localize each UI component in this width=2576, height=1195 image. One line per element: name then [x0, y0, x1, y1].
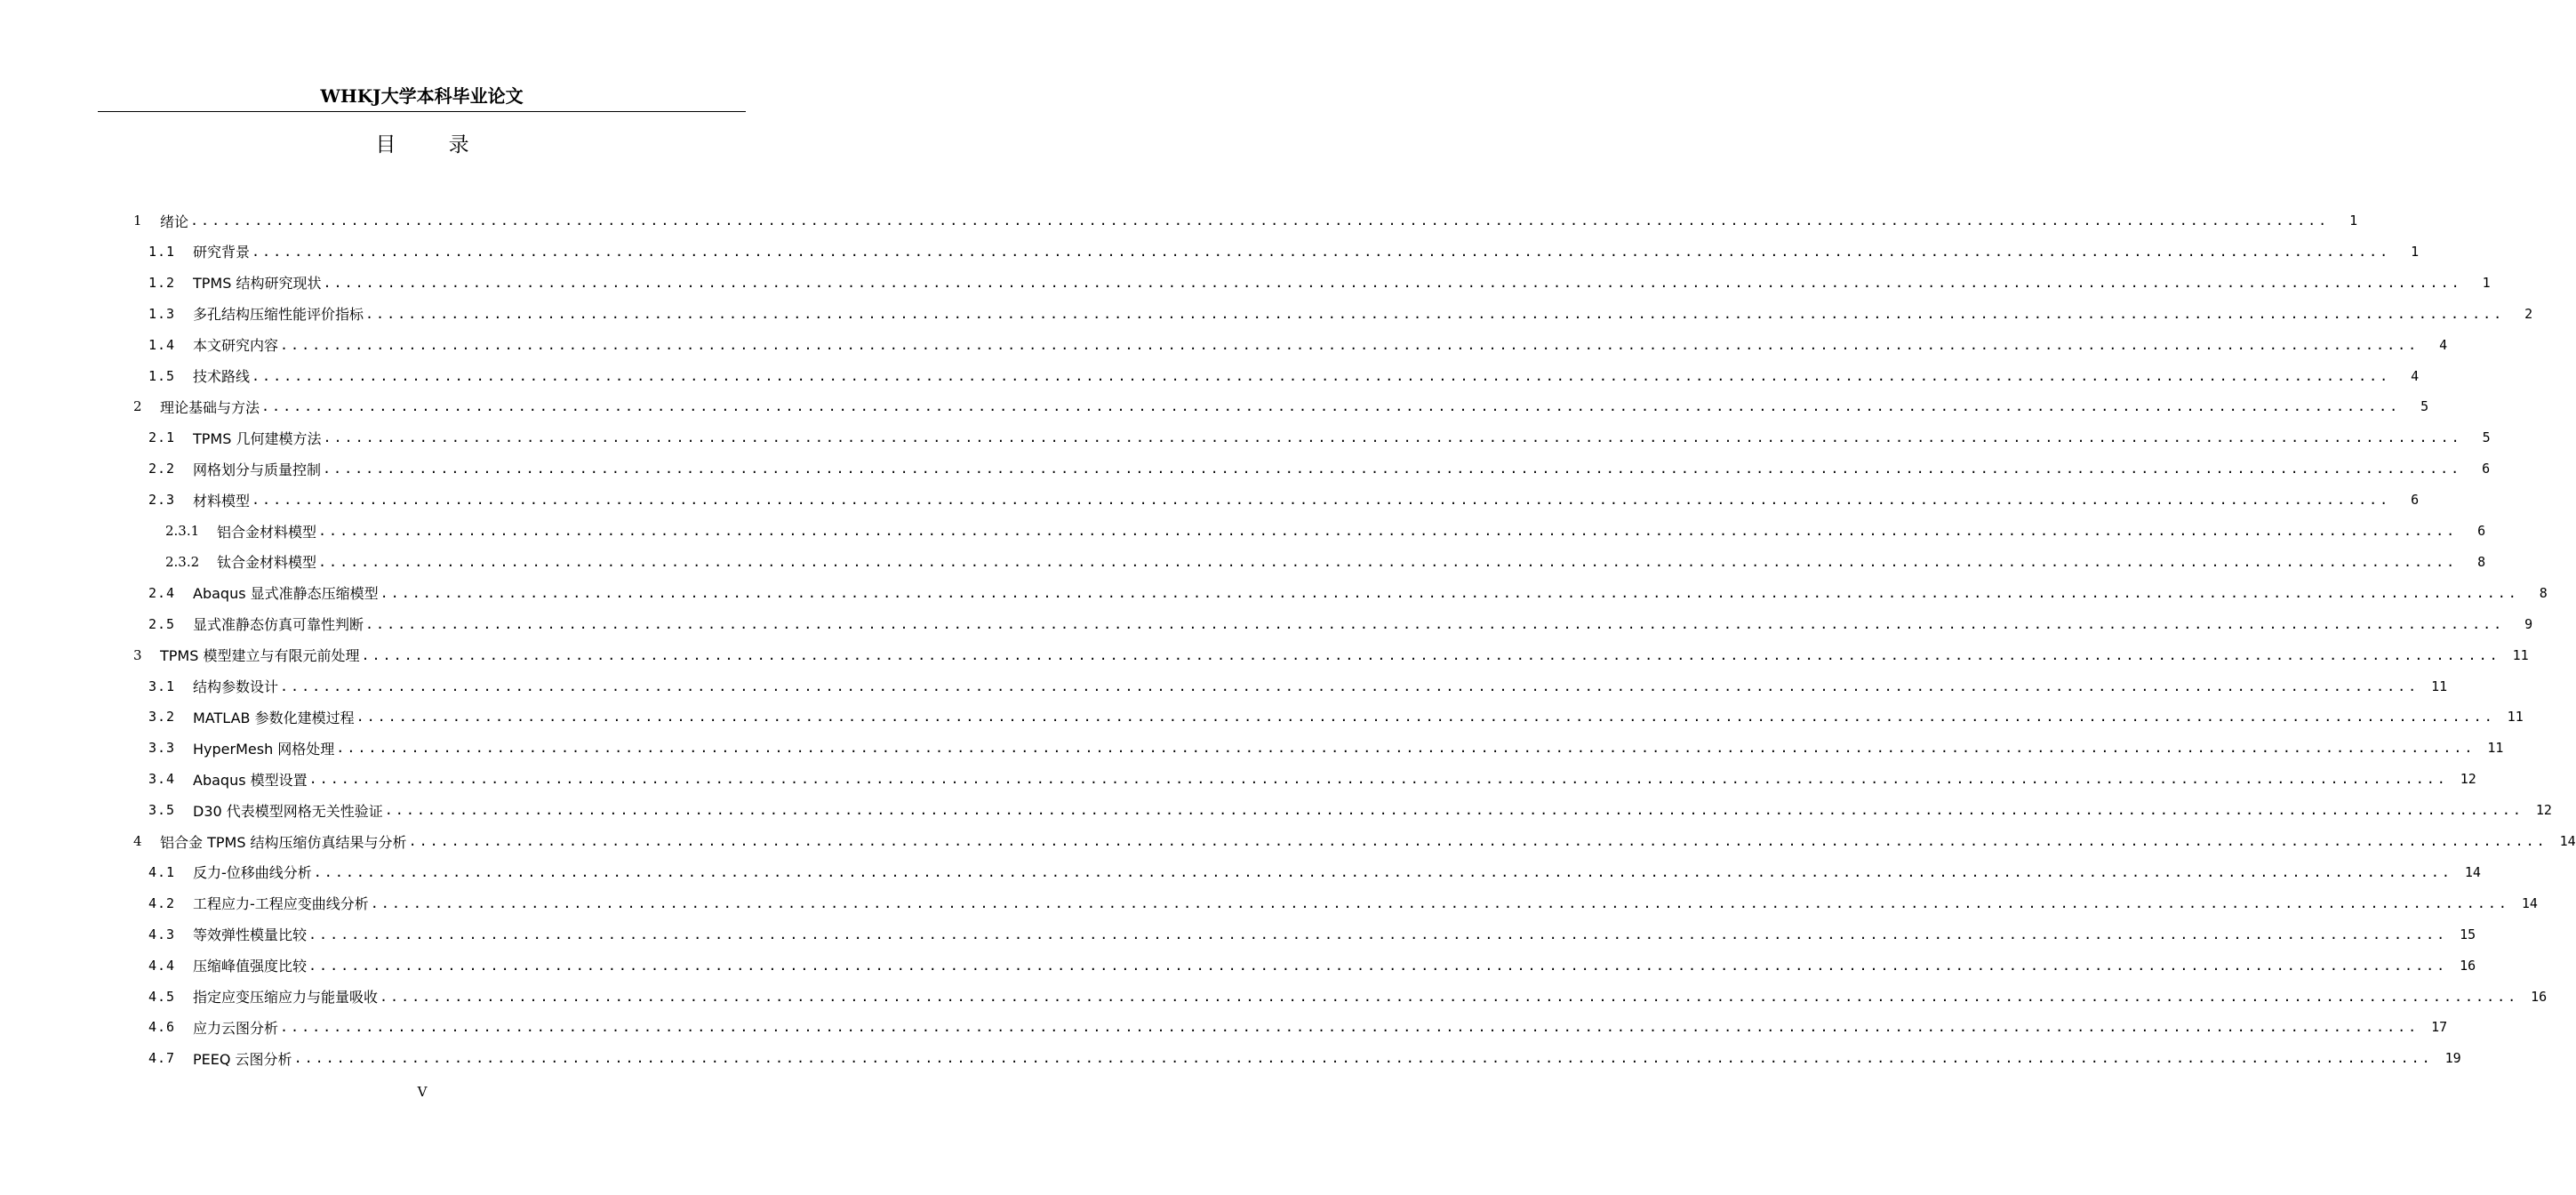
toc-entry-title: 网格划分与质量控制: [193, 461, 322, 478]
toc-entry-title: MATLAB 参数化建模过程: [193, 709, 355, 726]
toc-entry-number: 3.1: [148, 678, 176, 694]
toc-entry-title: Abaqus 显式准静态压缩模型: [193, 585, 379, 603]
toc-entry-page: 9: [2524, 615, 2533, 632]
toc-entry[interactable]: [148, 764, 2476, 794]
toc-entry-title: TPMS 结构研究现状: [193, 275, 322, 293]
toc-dot-leader: ........................................................................................................................................................................................................: [384, 802, 2524, 819]
toc-entry-page: 1: [2411, 243, 2420, 260]
toc-entry-page: 12: [2460, 771, 2476, 788]
toc-dot-leader: ........................................................................................................................................................................................................: [318, 553, 2458, 570]
toc-entry-number: 2.2: [148, 461, 176, 477]
toc-entry-number: 3.5: [148, 802, 176, 819]
toc-entry-page: 1: [2349, 213, 2358, 229]
toc-dot-leader: ........................................................................................................................................................................................................: [313, 863, 2452, 880]
toc-entry-title: 指定应变压缩应力与能量吸收: [193, 989, 379, 1006]
toc-entry-page: 5: [2482, 429, 2491, 446]
toc-entry-title: 钛合金材料模型: [217, 554, 317, 572]
toc-dot-leader: ........................................................................................................................................................................................................: [252, 492, 2391, 509]
toc-entry[interactable]: [148, 671, 2448, 702]
toc-title: 目 录: [375, 133, 492, 156]
toc-dot-leader: ........................................................................................................................................................................................................: [323, 429, 2462, 446]
toc-dot-leader: ........................................................................................................................................................................................................: [280, 1019, 2420, 1036]
toc-entry-title: 研究背景: [193, 244, 251, 261]
toc-dot-leader: ........................................................................................................................................................................................................: [293, 1050, 2433, 1067]
toc-dot-leader: ........................................................................................................................................................................................................: [336, 740, 2476, 757]
toc-entry-number: 4.5: [148, 988, 176, 1005]
toc-entry-page: 6: [2411, 492, 2420, 509]
toc-entry-number: 4.4: [148, 957, 176, 974]
toc-entry-page: 15: [2460, 926, 2476, 942]
toc-entry-title: 显式准静态仿真可靠性判断: [193, 616, 364, 634]
toc-dot-leader: ........................................................................................................................................................................................................: [365, 305, 2505, 322]
toc-entry-page: 6: [2477, 523, 2486, 539]
toc-entry[interactable]: [148, 1043, 2461, 1073]
toc-entry-page: 16: [2460, 957, 2476, 974]
toc-dot-leader: ........................................................................................................................................................................................................: [323, 461, 2462, 477]
toc-entry[interactable]: [148, 733, 2504, 763]
toc-entry-number: 4.7: [148, 1050, 176, 1067]
toc-entry-page: 4: [2411, 367, 2420, 384]
toc-entry-page: 16: [2531, 988, 2548, 1005]
toc-entry[interactable]: [148, 361, 2420, 391]
toc-entry[interactable]: [148, 857, 2481, 887]
toc-entry[interactable]: [148, 299, 2533, 329]
toc-entry-page: 11: [2431, 678, 2448, 694]
toc-entry[interactable]: [133, 640, 2529, 670]
toc-dot-leader: ........................................................................................................................................................................................................: [318, 523, 2458, 539]
toc-dot-leader: ........................................................................................................................................................................................................: [361, 646, 2500, 663]
toc-entry-number: 4.1: [148, 863, 176, 880]
toc-entry-number: 2.3.2: [165, 553, 200, 570]
toc-entry-title: 材料模型: [193, 492, 251, 509]
toc-entry[interactable]: [165, 516, 2486, 546]
toc-entry-number: 2.4: [148, 584, 176, 601]
toc-entry-title: 理论基础与方法: [160, 398, 260, 416]
toc-entry[interactable]: [148, 1012, 2448, 1042]
toc-entry-number: 1: [133, 213, 143, 229]
toc-entry-page: 1: [2482, 274, 2491, 291]
toc-dot-leader: ........................................................................................................................................................................................................: [280, 678, 2420, 694]
toc-entry-number: 2.5: [148, 615, 176, 632]
toc-entry-title: 技术路线: [193, 368, 251, 385]
toc-entry-title: Abaqus 模型设置: [193, 771, 308, 789]
toc-entry-number: 4.6: [148, 1019, 176, 1036]
toc-entry-page: 6: [2482, 461, 2491, 477]
toc-dot-leader: ........................................................................................................................................................................................................: [308, 957, 2448, 974]
toc-entry[interactable]: [148, 950, 2476, 981]
toc-entry[interactable]: [148, 485, 2420, 515]
toc-entry[interactable]: [148, 795, 2552, 825]
toc-entry[interactable]: [133, 391, 2429, 421]
toc-dot-leader: ........................................................................................................................................................................................................: [190, 213, 2330, 229]
toc-entry[interactable]: [148, 422, 2491, 453]
toc-entry[interactable]: [148, 888, 2538, 918]
toc-entry-title: 等效弹性模量比较: [193, 926, 308, 944]
toc-entry-number: 3: [133, 646, 143, 663]
toc-entry-title: TPMS 模型建立与有限元前处理: [160, 647, 360, 665]
toc-dot-leader: ........................................................................................................................................................................................................: [261, 398, 2401, 415]
toc-dot-leader: ........................................................................................................................................................................................................: [280, 336, 2420, 353]
toc-entry-page: 2: [2524, 305, 2533, 322]
toc-entry-page: 4: [2439, 336, 2448, 353]
toc-dot-leader: ........................................................................................................................................................................................................: [380, 988, 2519, 1005]
toc-entry-title: TPMS 几何建模方法: [193, 429, 322, 447]
toc-entry-page: 8: [2539, 584, 2548, 601]
toc-entry-title: HyperMesh 网格处理: [193, 740, 335, 758]
toc-entry[interactable]: [148, 330, 2448, 360]
toc-entry-title: 铝合金 TPMS 结构压缩仿真结果与分析: [160, 833, 407, 851]
toc-entry[interactable]: [148, 237, 2420, 267]
toc-entry-number: 4.2: [148, 894, 176, 911]
toc-entry-number: 2.1: [148, 429, 176, 446]
toc-entry[interactable]: [148, 453, 2491, 484]
toc-entry-title: 铝合金材料模型: [217, 523, 317, 541]
toc-entry-number: 4.3: [148, 926, 176, 942]
toc-entry[interactable]: [148, 268, 2491, 298]
toc-entry-page: 14: [2559, 833, 2576, 849]
toc-entry-title: PEEQ 云图分析: [193, 1050, 292, 1068]
toc-entry-title: 反力-位移曲线分析: [193, 864, 312, 882]
page-number: V: [417, 1084, 428, 1100]
toc-dot-leader: ........................................................................................................................................................................................................: [308, 771, 2448, 788]
toc-dot-leader: ........................................................................................................................................................................................................: [408, 833, 2548, 849]
toc-entry-title: 工程应力-工程应变曲线分析: [193, 895, 369, 913]
toc-dot-leader: ........................................................................................................................................................................................................: [356, 709, 2495, 726]
toc-entry-title: 绪论: [160, 213, 189, 230]
toc-dot-leader: ........................................................................................................................................................................................................: [365, 615, 2505, 632]
toc-entry-number: 2: [133, 398, 143, 415]
toc-entry-page: 19: [2444, 1050, 2461, 1067]
toc-entry-number: 3.4: [148, 771, 176, 788]
toc-entry-title: 多孔结构压缩性能评价指标: [193, 306, 364, 324]
toc-dot-leader: ........................................................................................................................................................................................................: [308, 926, 2448, 942]
toc-entry[interactable]: [133, 826, 2576, 856]
toc-dot-leader: ........................................................................................................................................................................................................: [252, 367, 2391, 384]
toc-dot-leader: ........................................................................................................................................................................................................: [370, 894, 2509, 911]
toc-entry[interactable]: [148, 982, 2548, 1012]
toc-entry-page: 17: [2431, 1019, 2448, 1036]
toc-entry-number: 1.2: [148, 274, 176, 291]
toc-entry-page: 12: [2535, 802, 2552, 819]
toc-entry-title: 应力云图分析: [193, 1019, 279, 1037]
toc-entry-page: 11: [2512, 646, 2529, 663]
toc-entry-number: 2.3: [148, 492, 176, 509]
toc-entry[interactable]: [148, 609, 2533, 639]
toc-entry-number: 1.1: [148, 243, 176, 260]
toc-entry-page: 8: [2477, 553, 2486, 570]
toc-entry-title: 结构参数设计: [193, 678, 279, 695]
toc-dot-leader: ........................................................................................................................................................................................................: [380, 584, 2519, 601]
toc-entry-title: 本文研究内容: [193, 337, 279, 355]
toc-entry-title: D30 代表模型网格无关性验证: [193, 802, 383, 820]
toc-entry[interactable]: [165, 547, 2486, 577]
toc-entry-page: 5: [2420, 398, 2429, 415]
running-header: WHKJ大学本科毕业论文: [320, 85, 524, 107]
toc-entry-page: 14: [2521, 894, 2538, 911]
toc-entry-number: 1.5: [148, 367, 176, 384]
toc-entry[interactable]: [148, 702, 2524, 732]
toc-dot-leader: ........................................................................................................................................................................................................: [323, 274, 2462, 291]
toc-entry-title: 压缩峰值强度比较: [193, 958, 308, 975]
toc-entry[interactable]: [148, 578, 2548, 608]
toc-entry-page: 11: [2507, 709, 2524, 726]
toc-entry-page: 14: [2464, 863, 2481, 880]
toc-entry-number: 3.3: [148, 740, 176, 757]
toc-entry[interactable]: [148, 919, 2476, 950]
toc-entry-number: 1.3: [148, 305, 176, 322]
header-rule: [98, 111, 746, 112]
toc-entry[interactable]: [133, 205, 2358, 236]
toc-entry-number: 3.2: [148, 709, 176, 726]
toc-dot-leader: ........................................................................................................................................................................................................: [252, 243, 2391, 260]
toc-entry-number: 4: [133, 833, 143, 849]
toc-entry-number: 1.4: [148, 336, 176, 353]
toc-entry-page: 11: [2487, 740, 2504, 757]
toc-entry-number: 2.3.1: [165, 523, 200, 539]
